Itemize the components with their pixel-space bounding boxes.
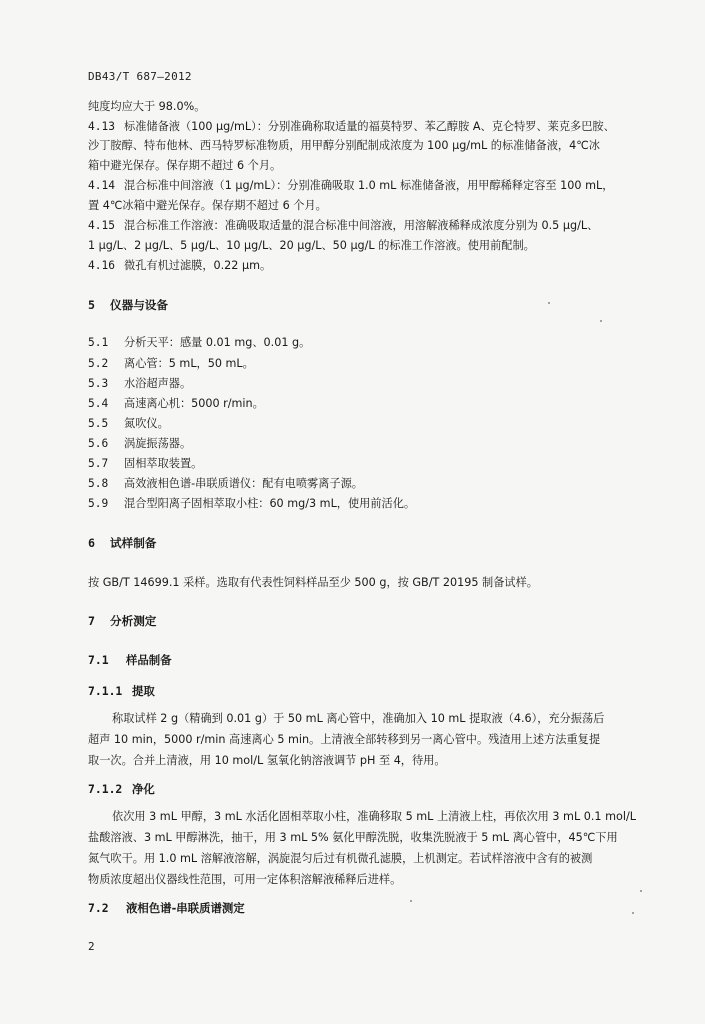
document-header: DB43/T 687—2012 [88,70,192,83]
section-7-heading [88,613,156,629]
item-text: 混合型阳离子固相萃取小柱：60 mg/3 mL，使用前活化。 [124,497,416,510]
scan-speck [640,890,642,892]
subsection-number: 7.1.1 [88,684,123,698]
extraction-line-1: 称取试样 2 g（精确到 0.01 g）于 50 mL 离心管中，准确加入 10 mL 提取液（4.6），充分振荡后 [112,712,605,725]
item-text: 微孔有机过滤膜，0.22 μm。 [124,259,272,272]
section-number: 5 [88,298,95,312]
subsection-7-1-2-heading [88,781,155,797]
item-5-1 [88,335,635,351]
item-5-6 [88,436,635,452]
item-5-8 [88,476,635,492]
subsection-title: 提取 [132,684,155,698]
item-number: 4.16 [88,259,115,272]
item-text: 高效液相色谱-串联质谱仪：配有电喷雾离子源。 [124,477,363,490]
section-number: 7 [88,614,95,628]
item-text: 混合标准工作溶液：准确吸取适量的混合标准中间溶液，用溶解液稀释成浓度分别为 0.5 μg/L、 [124,219,599,232]
item-text: 标准储备液（100 μg/mL）：分别准确称取适量的福莫特罗、苯乙醇胺 A、克仑特罗、莱克多巴胺、 [124,120,615,133]
item-4-13-line2: 沙丁胺醇、特布他林、西马特罗标准物质，用甲醇分别配制成浓度为 100 μg/mL 的标准储备液，4℃冰 [88,139,600,152]
item-text: 涡旋振荡器。 [124,437,192,450]
purification-line-2: 盐酸溶液、3 mL 甲醇淋洗，抽干，用 3 mL 5% 氨化甲醇洗脱，收集洗脱液于 5 mL 离心管中，45℃下用 [88,831,618,844]
scan-speck [410,900,412,902]
item-4-13-line3: 箱中避光保存。保存期不超过 6 个月。 [88,159,282,172]
item-text: 水浴超声器。 [124,377,192,390]
item-5-7 [88,456,635,472]
item-text: 固相萃取装置。 [124,457,203,470]
page-number: 2 [88,940,95,953]
item-number: 5.8 [88,477,109,490]
item-number: 5.6 [88,437,109,450]
section-5-heading [88,297,168,313]
section-number: 6 [88,536,95,550]
item-text: 氮吹仪。 [124,417,169,430]
subsection-7-2-heading [88,900,245,916]
item-number: 4.15 [88,219,115,232]
item-4-15 [88,218,635,234]
scan-speck [548,302,550,304]
item-4-14-line2: 置 4℃冰箱中避光保存。保存期不超过 6 个月。 [88,199,327,212]
extraction-line-3: 取一次。合并上清液，用 10 mol/L 氢氧化钠溶液调节 pH 至 4，待用。 [88,754,446,767]
extraction-line-2: 超声 10 min，5000 r/min 高速离心 5 min。上清液全部转移到另一离心管中。残渣用上述方法重复提 [88,733,601,746]
section-title: 仪器与设备 [110,298,168,312]
subsection-7-1-heading [88,652,172,668]
purification-line-3: 氮气吹干。用 1.0 mL 溶解液溶解，涡旋混匀后过有机微孔滤膜，上机测定。若试样溶液中含有的被测 [88,852,593,865]
item-5-3 [88,376,635,392]
item-5-2 [88,356,635,372]
item-number: 5.2 [88,357,109,370]
subsection-number: 7.1.2 [88,782,123,796]
item-4-16 [88,258,635,274]
subsection-title: 样品制备 [126,653,172,667]
item-text: 离心管：5 mL，50 mL。 [124,357,254,370]
item-number: 4.13 [88,120,115,133]
item-5-9 [88,496,635,512]
continued-text: 纯度均应大于 98.0%。 [88,100,206,113]
item-4-14 [88,178,635,194]
purification-line-4: 物质浓度超出仪器线性范围，可用一定体积溶解液稀释后进样。 [88,873,402,886]
subsection-number: 7.2 [88,901,109,915]
item-number: 5.9 [88,497,109,510]
subsection-7-1-1-heading [88,683,155,699]
item-text: 混合标准中间溶液（1 μg/mL）：分别准确吸取 1.0 mL 标准储备液，用甲醇稀释定容至 100 mL， [124,179,614,192]
scan-speck [632,912,634,914]
item-4-13 [88,119,635,135]
section-title: 分析测定 [110,614,157,628]
item-text: 高速离心机：5000 r/min。 [124,397,264,410]
section-6-text: 按 GB/T 14699.1 采样。选取有代表性饲料样品至少 500 g，按 GB/T 20195 制备试样。 [88,576,538,589]
purification-line-1: 依次用 3 mL 甲醇，3 mL 水活化固相萃取小柱，准确移取 5 mL 上清液上柱，再依次用 3 mL 0.1 mol/L [112,810,636,823]
item-number: 5.5 [88,417,109,430]
item-4-15-line2: 1 μg/L、2 μg/L、5 μg/L、10 μg/L、20 μg/L、50 μg/L 的标准工作溶液。使用前配制。 [88,239,535,252]
item-number: 4.14 [88,179,115,192]
item-number: 5.1 [88,336,109,349]
item-5-4 [88,396,635,412]
section-6-heading [88,535,156,551]
scan-speck [600,320,602,322]
item-5-5 [88,416,635,432]
item-number: 5.7 [88,457,109,470]
section-title: 试样制备 [110,536,157,550]
item-number: 5.3 [88,377,109,390]
subsection-title: 净化 [132,782,155,796]
item-text: 分析天平：感量 0.01 mg、0.01 g。 [124,336,311,349]
item-number: 5.4 [88,397,109,410]
subsection-title: 液相色谱-串联质谱测定 [126,901,245,915]
subsection-number: 7.1 [88,653,109,667]
